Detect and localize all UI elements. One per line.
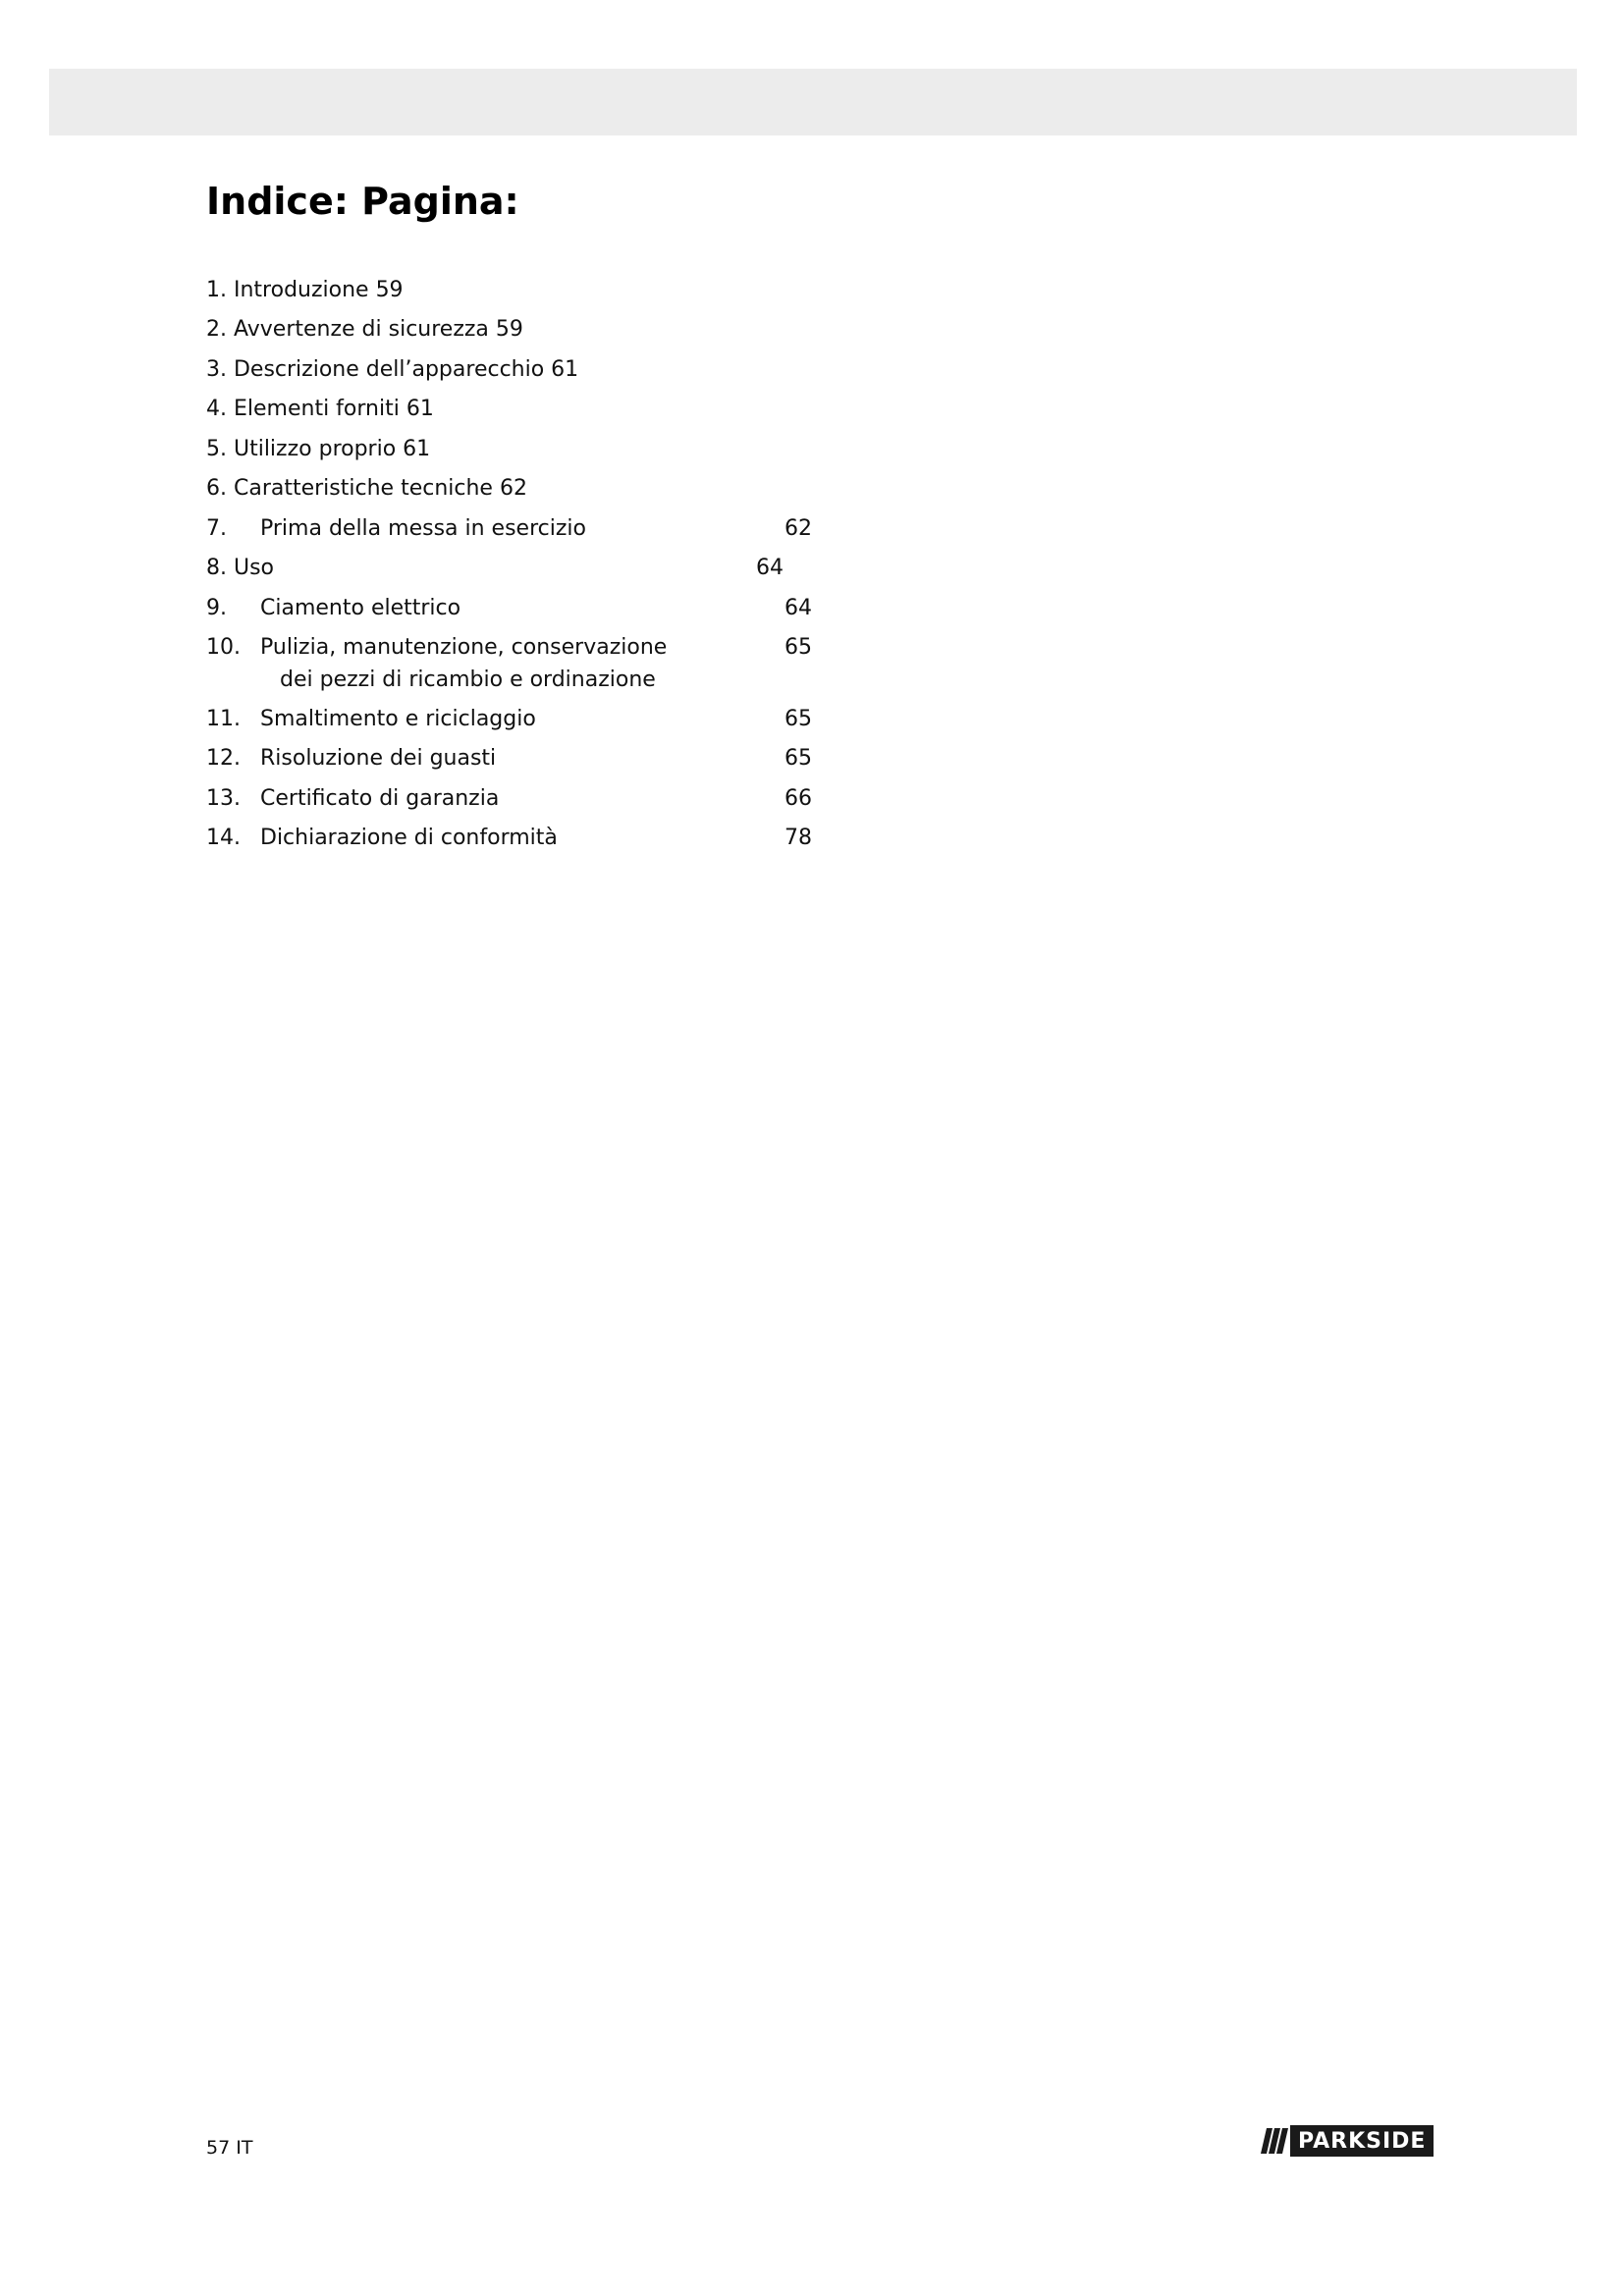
toc-entry-7-number: 7. bbox=[206, 516, 227, 541]
logo-slashes-icon bbox=[1253, 2125, 1290, 2157]
toc-entry-14-number: 14. bbox=[206, 826, 241, 850]
toc-entry-13-page: 66 bbox=[785, 786, 812, 811]
toc-entry-3: 3. Descrizione dell’apparecchio 61 bbox=[206, 357, 579, 382]
toc-entry-10-title: Pulizia, manutenzione, conservazione bbox=[260, 635, 668, 660]
toc-entry-14-page: 78 bbox=[785, 826, 812, 850]
toc-entry-4: 4. Elementi forniti 61 bbox=[206, 397, 434, 421]
toc-entry-14-title: Dichiarazione di conformità bbox=[260, 826, 558, 850]
toc-entry-8-number: 8. Uso bbox=[206, 556, 275, 580]
toc-entry-9-number: 9. bbox=[206, 596, 227, 620]
toc-entry-2: 2. Avvertenze di sicurezza 59 bbox=[206, 317, 523, 342]
toc-entry-11-page: 65 bbox=[785, 707, 812, 731]
toc-entry-11-title: Smaltimento e riciclaggio bbox=[260, 707, 536, 731]
toc-entry-5: 5. Utilizzo proprio 61 bbox=[206, 437, 431, 461]
page-title: Indice: Pagina: bbox=[206, 180, 519, 223]
toc-entry-12-title: Risoluzione dei guasti bbox=[260, 746, 497, 771]
toc-entry-7-title: Prima della messa in esercizio bbox=[260, 516, 586, 541]
toc-entry-13-title: Certificato di garanzia bbox=[260, 786, 500, 811]
page-number: 57 IT bbox=[206, 2137, 253, 2159]
toc-entry-11-number: 11. bbox=[206, 707, 241, 731]
toc-entry-6: 6. Caratteristiche tecniche 62 bbox=[206, 476, 527, 501]
toc-entry-10-title-line2: dei pezzi di ricambio e ordinazione bbox=[280, 667, 656, 692]
toc-entry-1: 1. Introduzione 59 bbox=[206, 278, 404, 302]
toc-entry-10-page: 65 bbox=[785, 635, 812, 660]
toc-entry-10-number: 10. bbox=[206, 635, 241, 660]
header-bar bbox=[49, 69, 1577, 135]
toc-entry-8-page: 64 bbox=[756, 556, 784, 580]
toc-entry-12-number: 12. bbox=[206, 746, 241, 771]
toc-entry-12-page: 65 bbox=[785, 746, 812, 771]
toc-entry-9-title: Ciamento elettrico bbox=[260, 596, 461, 620]
toc-entry-9-page: 64 bbox=[785, 596, 812, 620]
logo-wordmark: PARKSIDE bbox=[1290, 2125, 1434, 2157]
toc-entry-13-number: 13. bbox=[206, 786, 241, 811]
parkside-logo bbox=[1253, 2125, 1434, 2157]
toc-entry-7-page: 62 bbox=[785, 516, 812, 541]
